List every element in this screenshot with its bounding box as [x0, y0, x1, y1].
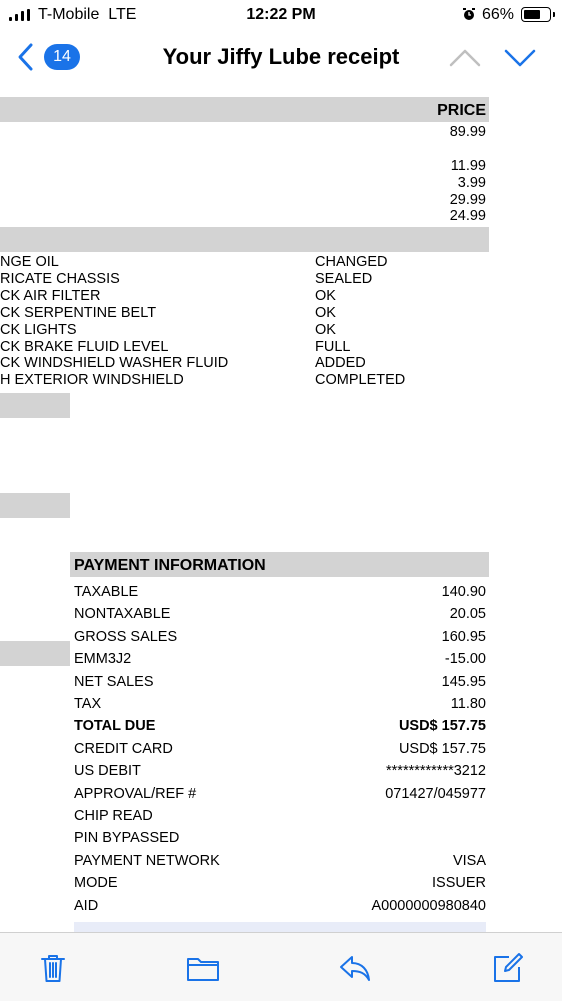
payment-row-label: APPROVAL/REF # — [74, 786, 197, 802]
section-header-bar — [0, 641, 70, 666]
check-status: CHANGED — [315, 254, 388, 270]
price-value: 11.99 — [450, 158, 486, 174]
chevron-down-icon — [503, 44, 537, 72]
payment-row-value: USD$ 157.75 — [398, 718, 486, 734]
check-status: OK — [315, 305, 336, 321]
check-status: ADDED — [315, 355, 366, 371]
page-title: Your Jiffy Lube receipt — [162, 44, 400, 69]
price-header: PRICE — [437, 102, 486, 119]
payment-row-value: 140.90 — [441, 584, 486, 600]
payment-row-label: TAXABLE — [74, 584, 139, 600]
check-status: COMPLETED — [315, 372, 406, 388]
reply-icon — [338, 951, 372, 985]
payment-row-label: PAYMENT NETWORK — [74, 853, 220, 869]
reply-button[interactable] — [338, 951, 372, 985]
payment-row-label: CREDIT CARD — [74, 741, 173, 757]
check-item: H EXTERIOR WINDSHIELD — [0, 372, 184, 388]
payment-row-label: GROSS SALES — [74, 629, 178, 645]
trash-button[interactable] — [36, 951, 70, 985]
payment-row-value: 145.95 — [441, 674, 486, 690]
section-header-bar — [0, 493, 70, 518]
price-value: 29.99 — [449, 192, 486, 208]
chevron-up-icon — [448, 44, 482, 72]
check-status: FULL — [315, 339, 351, 355]
payment-row-value: 20.05 — [449, 606, 486, 622]
status-time: 12:22 PM — [246, 6, 316, 23]
payment-row-value: A0000000980840 — [371, 898, 486, 914]
compose-button[interactable] — [491, 951, 525, 985]
payment-row-label: TAX — [74, 696, 102, 712]
check-item: CK SERPENTINE BELT — [0, 305, 157, 321]
payment-row-label: NONTAXABLE — [74, 606, 171, 622]
check-item: NGE OIL — [0, 254, 59, 270]
payment-row-value: 11.80 — [450, 696, 486, 712]
check-status: OK — [315, 288, 336, 304]
move-to-folder-button[interactable] — [186, 951, 220, 985]
compose-icon — [491, 951, 525, 985]
payment-row-value: VISA — [452, 853, 486, 869]
payment-row-label: TOTAL DUE — [74, 718, 156, 734]
payment-row-label: EMM3J2 — [74, 651, 132, 667]
carrier-label: T-Mobile LTE — [38, 6, 137, 23]
price-header-bar — [0, 97, 489, 122]
previous-message-button[interactable] — [448, 44, 482, 72]
check-item: CK BRAKE FLUID LEVEL — [0, 339, 169, 355]
unread-count-badge[interactable]: 14 — [44, 44, 80, 70]
check-item: CK AIR FILTER — [0, 288, 101, 304]
check-status: SEALED — [315, 271, 373, 287]
battery-icon — [521, 7, 551, 22]
payment-row-label: MODE — [74, 875, 118, 891]
check-item: CK WINDSHIELD WASHER FLUID — [0, 355, 229, 371]
payment-row-label: PIN BYPASSED — [74, 830, 180, 846]
check-item: RICATE CHASSIS — [0, 271, 120, 287]
check-status: OK — [315, 322, 336, 338]
section-header-bar — [0, 393, 70, 418]
nav-bar — [0, 30, 562, 86]
price-value: 3.99 — [457, 175, 486, 191]
payment-row-value: 071427/045977 — [385, 786, 486, 802]
price-value: 89.99 — [449, 124, 486, 140]
alarm-icon — [462, 7, 476, 26]
payment-row-label: US DEBIT — [74, 763, 141, 779]
payment-row-value: ************3212 — [386, 763, 486, 779]
payment-row-label: CHIP READ — [74, 808, 153, 824]
payment-header: PAYMENT INFORMATION — [74, 557, 266, 574]
folder-icon — [186, 951, 220, 985]
status-bar — [0, 0, 562, 30]
section-header-bar — [0, 227, 489, 252]
payment-row-value: USD$ 157.75 — [398, 741, 486, 757]
trash-icon — [36, 951, 70, 985]
price-value: 24.99 — [449, 208, 486, 224]
next-message-button[interactable] — [503, 44, 537, 72]
battery-percent: 66% — [482, 6, 515, 23]
payment-row-label: NET SALES — [74, 674, 154, 690]
bottom-toolbar — [0, 932, 562, 1001]
payment-row-value: 160.95 — [441, 629, 486, 645]
payment-row-value: -15.00 — [444, 651, 486, 667]
payment-row-label: AID — [74, 898, 99, 914]
check-item: CK LIGHTS — [0, 322, 77, 338]
payment-row-value: ISSUER — [432, 875, 486, 891]
